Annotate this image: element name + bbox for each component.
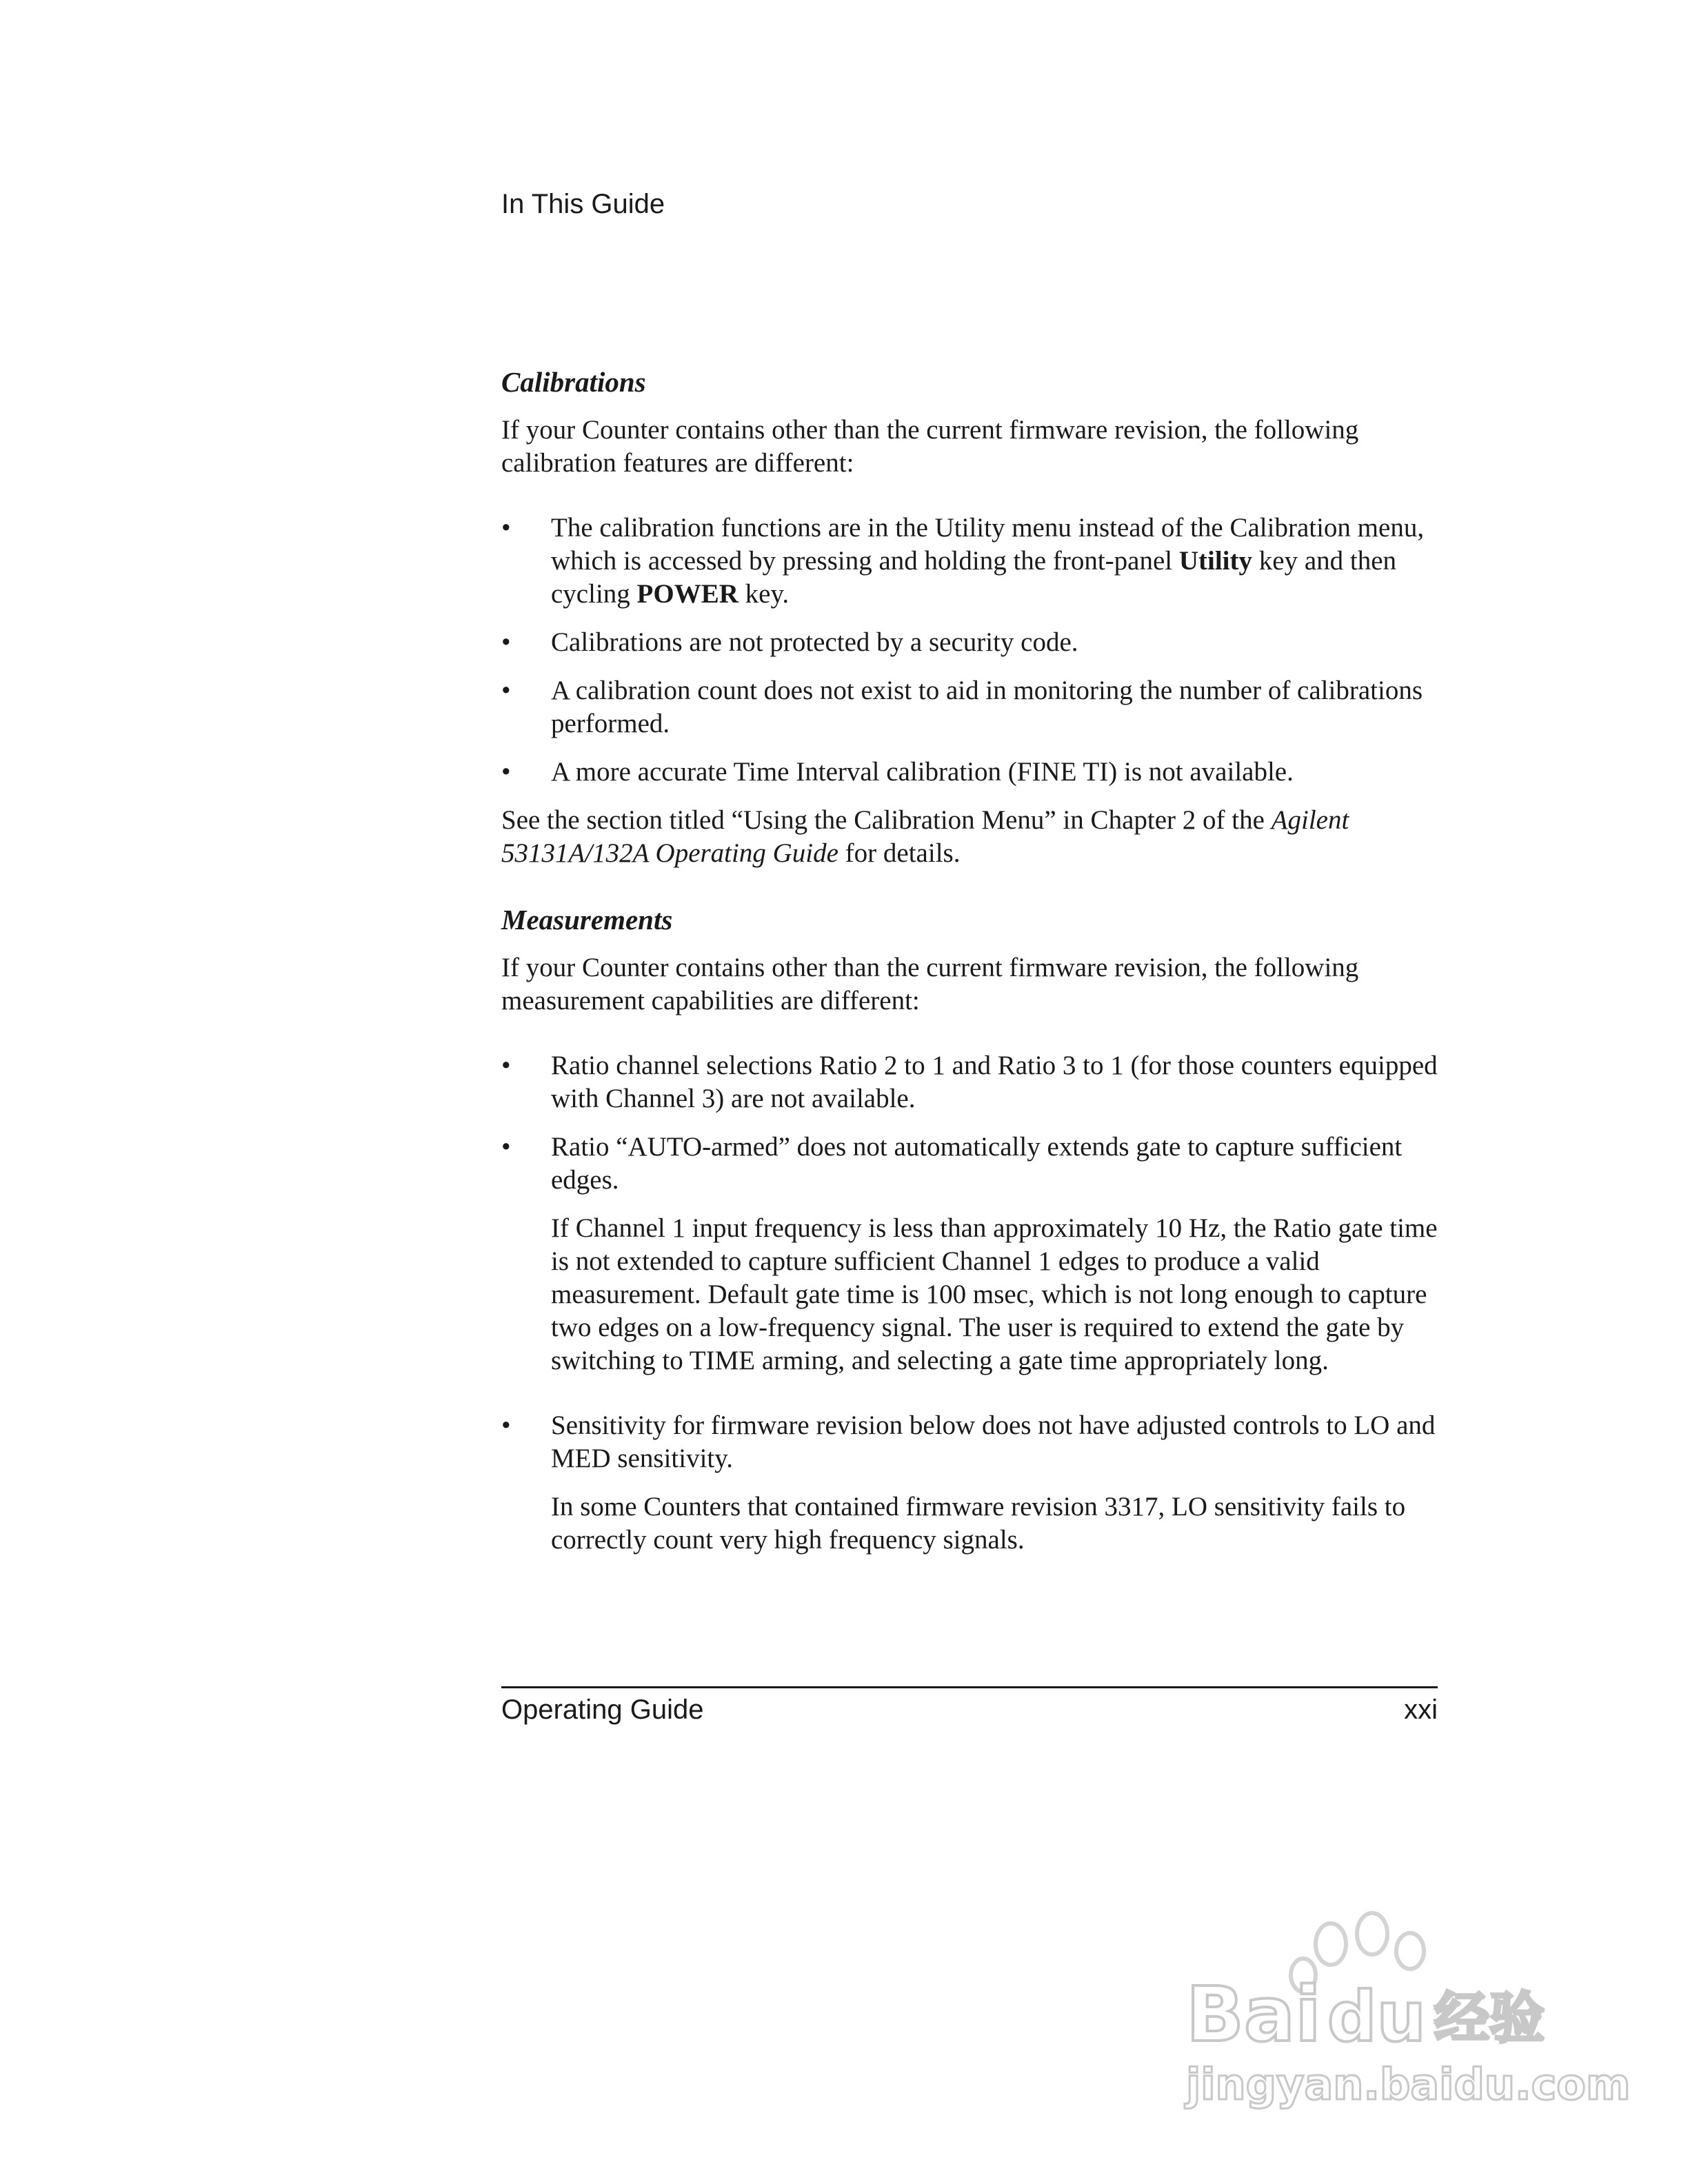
- measurements-intro: If your Counter contains other than the current firmware revision, the following measurement capabilities are different:: [501, 953, 1359, 1015]
- svg-text:Bai: Bai: [1186, 1970, 1321, 2059]
- see-also-text: for details.: [838, 838, 961, 868]
- guide-title: Agilent 53131A/132A Operating Guide: [501, 805, 1349, 868]
- list-item: [501, 1049, 1439, 1115]
- footer-title: Operating Guide: [501, 1695, 704, 1725]
- page-number: xxi: [1404, 1695, 1438, 1725]
- utility-key-label: Utility: [1178, 546, 1253, 576]
- item-text: Calibrations are not protected by a security code.: [551, 627, 1078, 657]
- measurements-section: [501, 903, 1439, 1557]
- calibrations-heading: Calibrations: [501, 366, 646, 398]
- list-item: [501, 756, 1439, 789]
- svg-text:du: du: [1327, 1976, 1426, 2057]
- see-also-paragraph: [501, 804, 1439, 870]
- item-detail: If Channel 1 input frequency is less than approximately 10 Hz, the Ratio gate time is not extended to capture sufficient Channel 1 edges to produce a valid measurement. Default gate time is 100 msec, which is not long enough to capture two edges on a low-frequency signal. The user is required to extend the gate by switching to TIME arming, and selecting a gate time appropriately long.: [551, 1213, 1438, 1375]
- list-item: [501, 674, 1439, 740]
- item-text: key.: [738, 579, 790, 609]
- measurements-heading: Measurements: [501, 904, 673, 936]
- calibrations-list: [501, 512, 1439, 789]
- running-head: In This Guide: [501, 189, 665, 219]
- item-text: Ratio “AUTO-armed” does not automatically extends gate to capture sufficient edges.: [551, 1132, 1403, 1195]
- svg-text:经验: 经验: [1434, 1986, 1545, 2050]
- item-text: key and then cycling: [551, 546, 1397, 609]
- item-text: Ratio channel selections Ratio 2 to 1 and Ratio 3 to 1 (for those counters equipped with Channel 3) are not available.: [551, 1051, 1438, 1113]
- calibrations-section: [501, 365, 1439, 870]
- see-also-text: See the section titled “Using the Calibration Menu” in Chapter 2 of the: [501, 805, 1272, 835]
- item-text: The calibration functions are in the Utility menu instead of the Calibration menu, which is accessed by pressing and holding the front-panel: [551, 513, 1425, 576]
- bullet-icon: •: [501, 676, 511, 705]
- item-text: A more accurate Time Interval calibration (FINE TI) is not available.: [551, 757, 1294, 787]
- power-key-label: POWER: [636, 579, 738, 609]
- page-content: [501, 365, 1439, 1572]
- calibrations-intro: If your Counter contains other than the current firmware revision, the following calibration features are different:: [501, 415, 1359, 478]
- bullet-icon: •: [501, 627, 511, 657]
- list-item: [501, 1131, 1439, 1377]
- bullet-icon: •: [501, 513, 511, 543]
- measurements-list: [501, 1049, 1439, 1557]
- bullet-icon: •: [501, 1051, 511, 1080]
- bullet-icon: •: [501, 1132, 511, 1162]
- bullet-icon: •: [501, 757, 511, 787]
- item-text: Sensitivity for firmware revision below does not have adjusted controls to LO and MED sensitivity.: [551, 1410, 1436, 1473]
- list-item: [501, 626, 1439, 659]
- bullet-icon: •: [501, 1410, 511, 1440]
- baidu-watermark-logo: [1172, 1903, 1631, 2110]
- svg-text:jingyan.baidu.com: jingyan.baidu.com: [1186, 2059, 1631, 2110]
- footer-rule: [501, 1686, 1438, 1688]
- item-text: A calibration count does not exist to aid in monitoring the number of calibrations performed.: [551, 676, 1423, 738]
- list-item: [501, 1409, 1439, 1557]
- item-detail: In some Counters that contained firmware revision 3317, LO sensitivity fails to correctly count very high frequency signals.: [551, 1492, 1406, 1555]
- list-item: [501, 512, 1439, 611]
